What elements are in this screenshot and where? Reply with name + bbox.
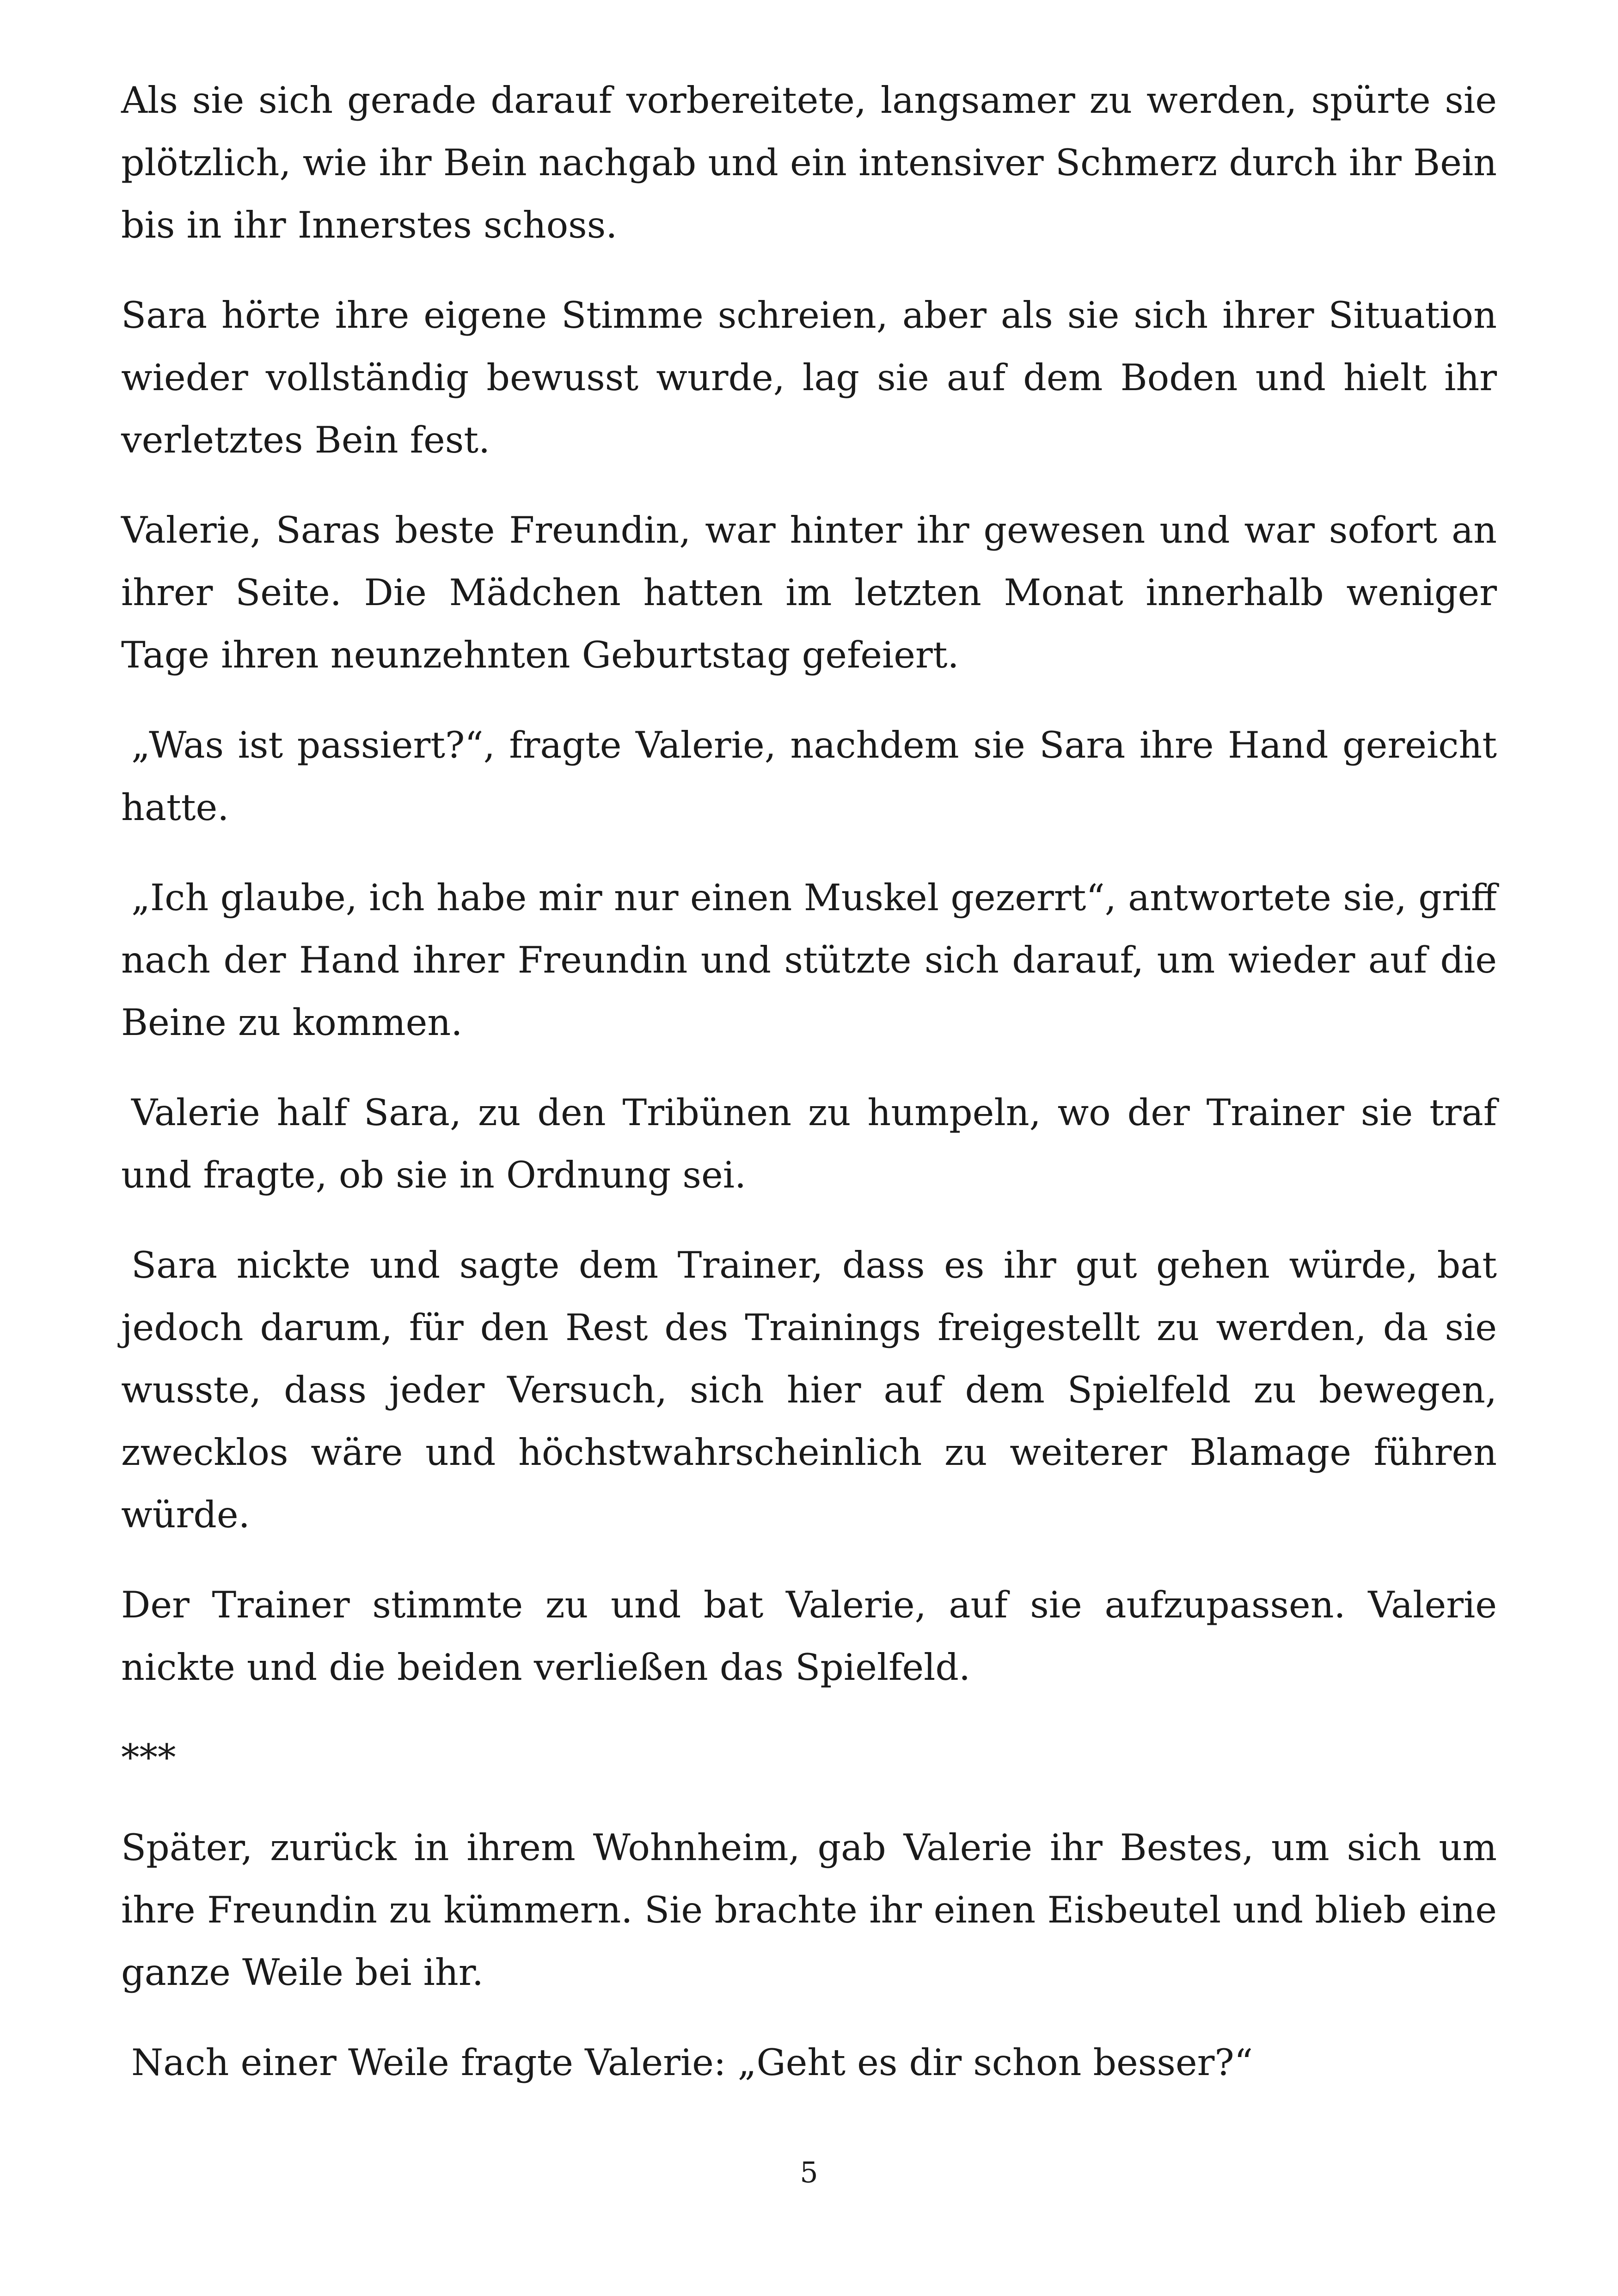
paragraph: „Was ist passiert?“, fragte Valerie, nachdem sie Sara ihre Hand gereicht hatte. bbox=[121, 724, 1497, 829]
paragraph: Valerie, Saras beste Freundin, war hinter ihr gewesen und war sofort an ihrer Seite. Die Mädchen hatten im letzten Monat innerhalb weniger Tage ihren neunzehnten Geburtstag gefeiert. bbox=[121, 509, 1497, 676]
page-number: 5 bbox=[800, 2155, 818, 2189]
paragraph: Valerie half Sara, zu den Tribünen zu humpeln, wo der Trainer sie traf und fragte, ob sie in Ordnung sei. bbox=[121, 1091, 1497, 1196]
paragraph: Sara nickte und sagte dem Trainer, dass es ihr gut gehen würde, bat jedoch darum, für den Rest des Trainings freigestellt zu werden, da sie wusste, dass jeder Versuch, sich hier auf dem Spielfeld zu bewegen, zwecklos wäre und höchstwahrscheinlich zu weiterer Blamage führen würde. bbox=[121, 1244, 1497, 1536]
paragraph: Später, zurück in ihrem Wohnheim, gab Valerie ihr Bestes, um sich um ihre Freundin zu kümmern. Sie brachte ihr einen Eisbeutel und blieb eine ganze Weile bei ihr. bbox=[121, 1826, 1497, 1994]
paragraph: Der Trainer stimmte zu und bat Valerie, auf sie aufzupassen. Valerie nickte und die beiden verließen das Spielfeld. bbox=[121, 1584, 1497, 1689]
text-body bbox=[121, 69, 1497, 2122]
paragraph: Nach einer Weile fragte Valerie: „Geht es dir schon besser?“ bbox=[131, 2041, 1253, 2084]
section-separator: *** bbox=[121, 1736, 176, 1779]
paragraph: „Ich glaube, ich habe mir nur einen Muskel gezerrt“, antwortete sie, griff nach der Hand ihrer Freundin und stützte sich darauf, um wieder auf die Beine zu kommen. bbox=[121, 876, 1497, 1044]
paragraph: Sara hörte ihre eigene Stimme schreien, aber als sie sich ihrer Situation wieder vollständig bewusst wurde, lag sie auf dem Boden und hielt ihr verletztes Bein fest. bbox=[121, 294, 1497, 461]
paragraph: Als sie sich gerade darauf vorbereitete, langsamer zu werden, spürte sie plötzlich, wie ihr Bein nachgab und ein intensiver Schmerz durch ihr Bein bis in ihr Innerstes schoss. bbox=[121, 79, 1497, 246]
